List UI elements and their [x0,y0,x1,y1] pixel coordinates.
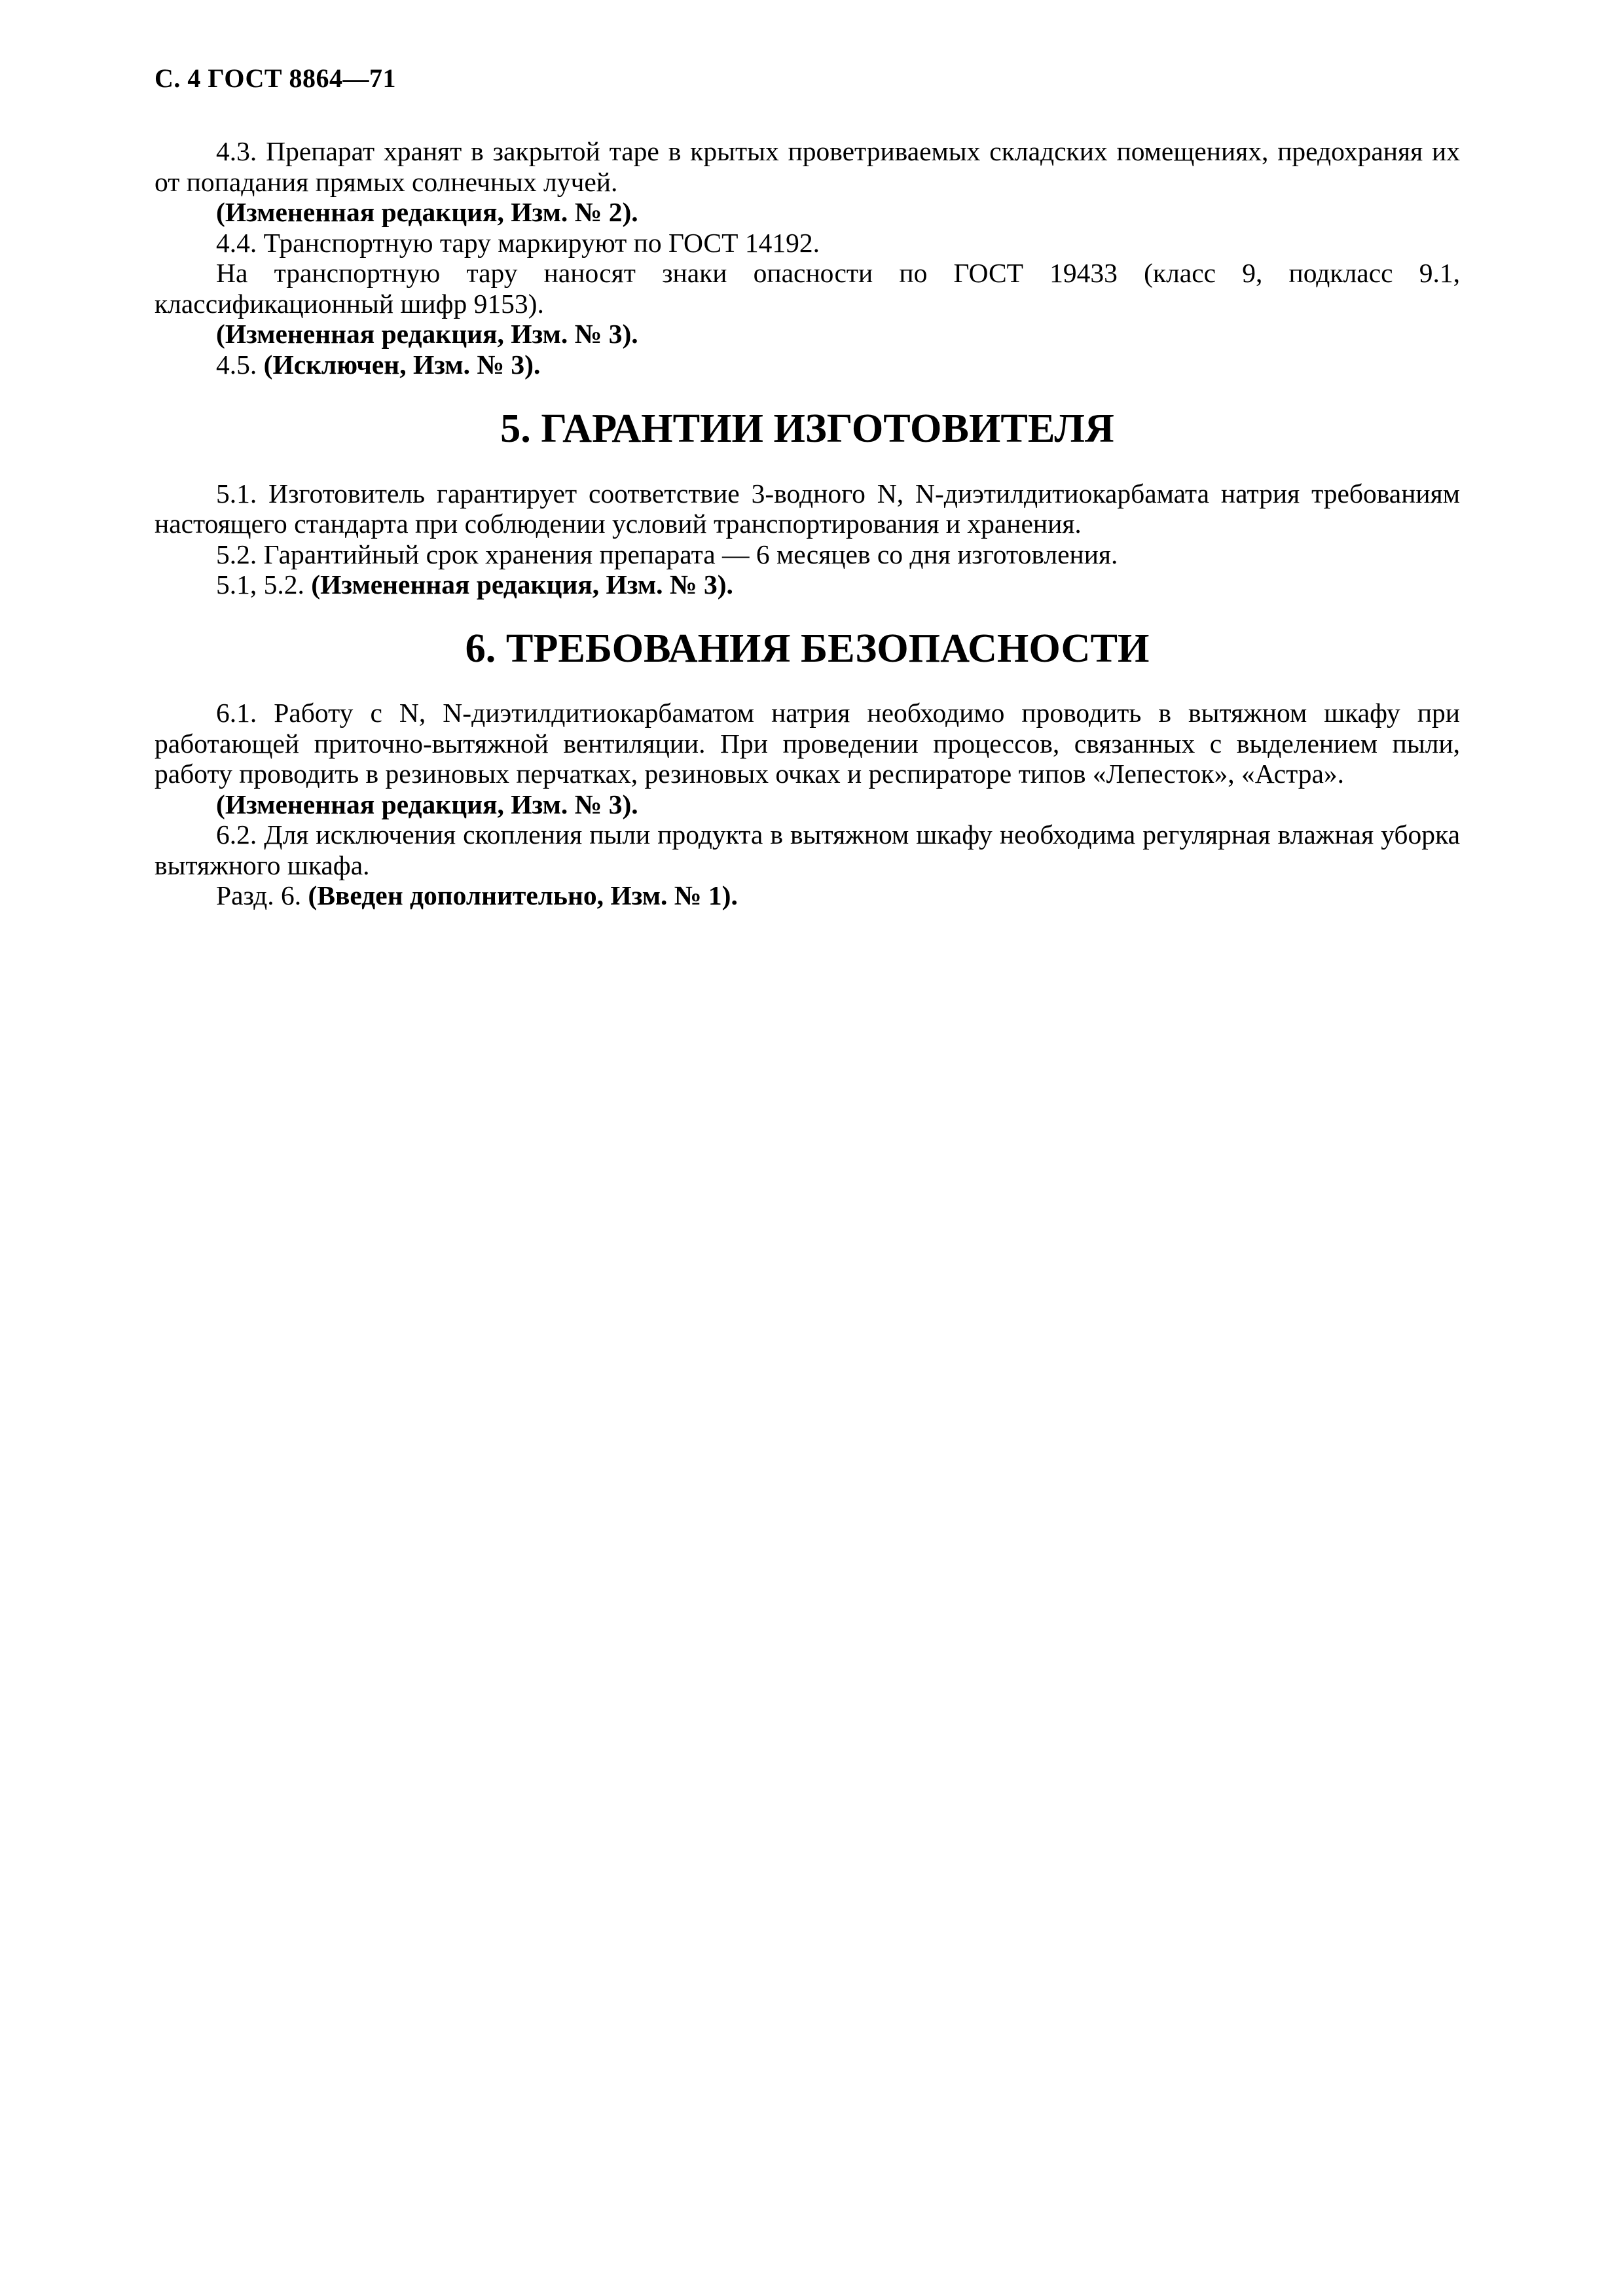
paragraph-4-5 [155,350,1460,380]
amendment-note-4-4: (Измененная редакция, Изм. № 3). [216,319,638,349]
paragraph-6-1: 6.1. Работу с N, N-диэтилдитиокарбаматом натрия необходимо проводить в вытяжном шкафу при работающей приточно-вытяжной вентиляции. При проведении процессов, связанных с выделением пыли, работу проводить в резиновых перчатках, резиновых очках и респираторе типов «Лепесток», «Астра». [155,698,1460,789]
paragraph-4-5-number: 4.5. [216,349,257,380]
amendment-line-5 [155,569,1460,600]
paragraph-4-4: 4.4. Транспортную тару маркируют по ГОСТ 14192. [216,227,820,258]
document-body [155,136,1460,911]
page-header: С. 4 ГОСТ 8864—71 [155,63,397,93]
paragraph-5-2: 5.2. Гарантийный срок хранения препарата — 6 месяцев со дня изготовления. [216,539,1118,569]
amendment-line-6 [155,880,1460,911]
amendment-note-6: (Введен дополнительно, Изм. № 1). [308,880,738,910]
amendment-line-5-prefix: 5.1, 5.2. [216,569,304,600]
paragraph-5-1: 5.1. Изготовитель гарантирует соответствие 3-водного N, N-диэтилдитиокарбамата натрия требованиям настоящего стандарта при соблюдении условий транспортирования и хранения. [155,478,1460,539]
amendment-note-4-5: (Исключен, Изм. № 3). [263,349,541,380]
paragraph-4-4-continued: На транспортную тару наносят знаки опасности по ГОСТ 19433 (класс 9, подкласс 9.1, классификационный шифр 9153). [155,258,1460,319]
amendment-line-6-prefix: Разд. 6. [216,880,302,910]
paragraph-6-2: 6.2. Для исключения скопления пыли продукта в вытяжном шкафу необходима регулярная влажная уборка вытяжного шкафа. [155,819,1460,880]
amendment-note-4-3: (Измененная редакция, Изм. № 2). [216,197,638,227]
section-5-title: 5. ГАРАНТИИ ИЗГОТОВИТЕЛЯ [500,406,1114,451]
amendment-note-5: (Измененная редакция, Изм. № 3). [311,569,733,600]
amendment-note-6-1: (Измененная редакция, Изм. № 3). [216,789,638,819]
section-6-title: 6. ТРЕБОВАНИЯ БЕЗОПАСНОСТИ [465,626,1150,671]
paragraph-4-3: 4.3. Препарат хранят в закрытой таре в крытых проветриваемых складских помещениях, предохраняя их от попадания прямых солнечных лучей. [155,136,1460,197]
